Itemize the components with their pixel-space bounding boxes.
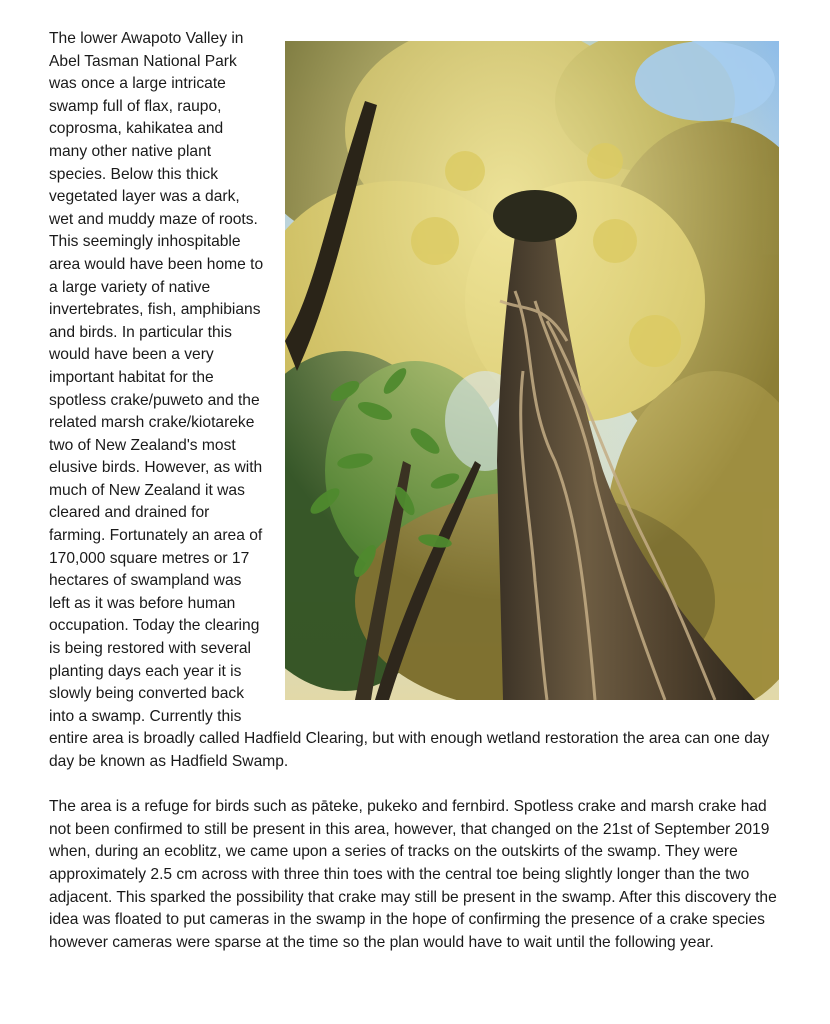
- tree-photo: [285, 41, 779, 700]
- article-paragraph-2: The area is a refuge for birds such as pāteke, pukeko and fernbird. Spotless crake and marsh crake had not been confirmed to still be present in this area, however, that changed on the 21st of September 2019 when, during an ecoblitz, we came upon a series of tracks on the outskirts of the swamp. They were approximately 2.5 cm across with three thin toes with the central toe being slightly longer than the two adjacent. This sparked the possibility that crake may still be present in the swamp. After this discovery the idea was floated to put cameras in the swamp in the hope of confirming the presence of a crake species however cameras were sparse at the time so the plan would have to wait until the following year.: [49, 798, 777, 951]
- article: [49, 28, 779, 977]
- kahikatea-tree-image: [285, 41, 779, 700]
- article-paragraph-1: The lower Awapoto Valley in Abel Tasman National Park was once a large intricate swamp full of flax, raupo, coprosma, kahikatea and many other native plant species. Below this thick vegetated layer was a dark, wet and muddy maze of roots. This seemingly inhospitable area would have been home to a large variety of native invertebrates, fish, amphibians and birds. In particular this would have been a very important habitat for the spotless crake/puweto and the related marsh crake/kiotareke two of New Zealand's most elusive birds. However, as with much of New Zealand it was cleared and drained for farming. Fortunately an area of 170,000 square metres or 17 hectares of swampland was left as it was before human occupation. Today the clearing is being restored with several planting days each year it is slowly being converted back into a swamp. Currently this entire area is broadly called Hadfield Clearing, but with enough wetland restoration the area can one day day be known as Hadfield Swamp.: [49, 30, 770, 770]
